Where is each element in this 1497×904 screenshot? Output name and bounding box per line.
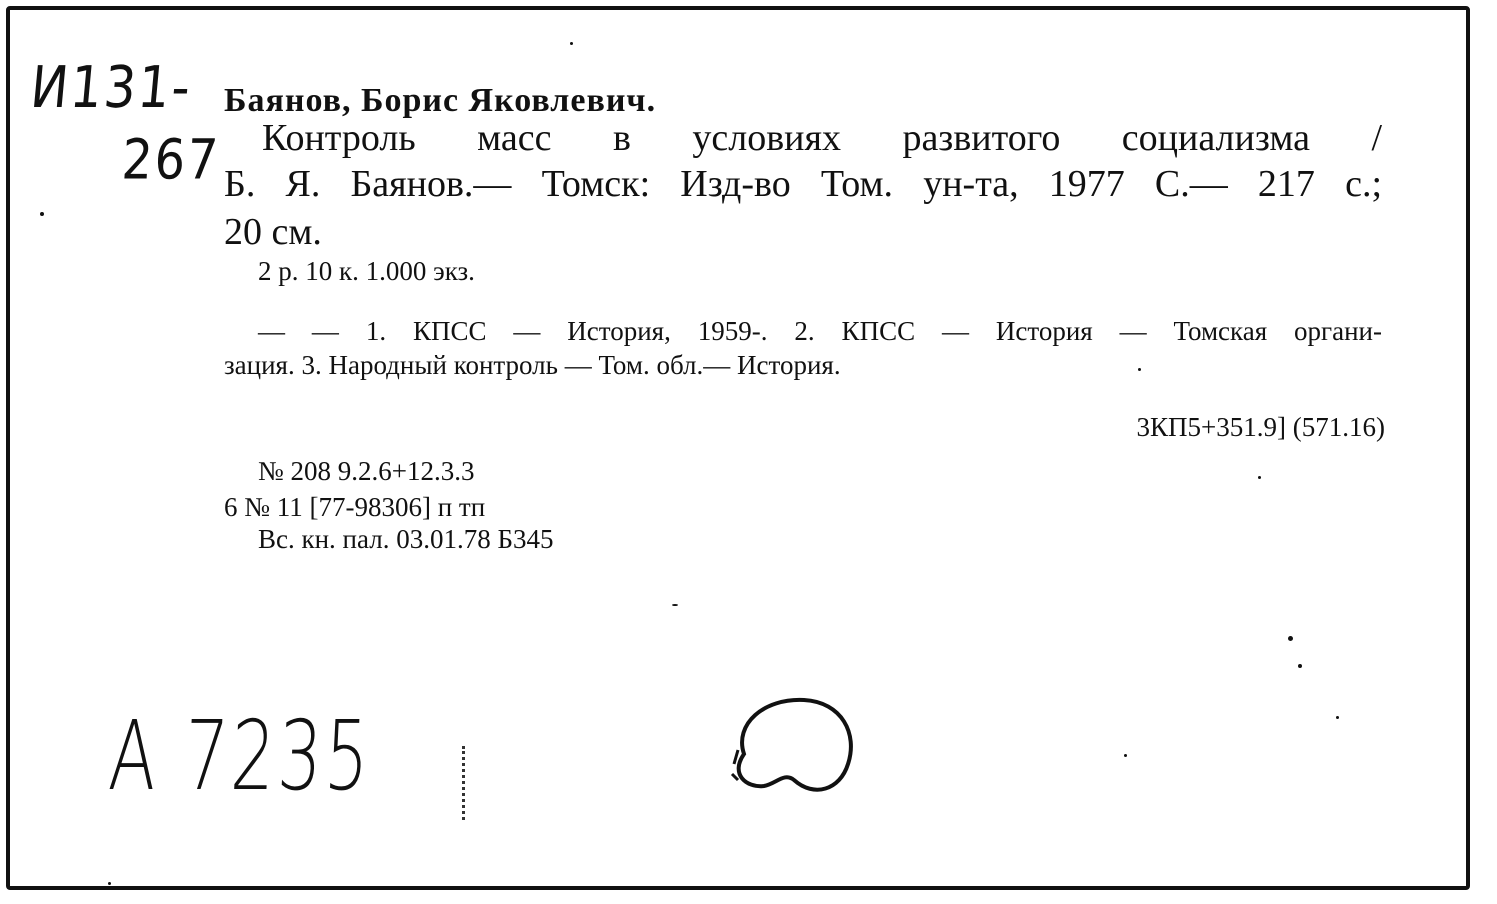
speck — [1288, 636, 1293, 641]
speck — [40, 212, 44, 216]
speck — [1138, 368, 1141, 371]
speck — [1258, 476, 1261, 479]
speck — [672, 604, 678, 606]
dotted-mark — [462, 746, 468, 820]
tech-line-2: 6 № 11 [77-98306] п тп — [224, 492, 486, 522]
speck — [1336, 716, 1339, 719]
subjects-line-2: зация. 3. Народный контроль — Том. обл.— История. — [224, 350, 841, 380]
title-line-1: Контроль масс в условиях развитого социализма / — [262, 117, 1382, 159]
speck — [570, 42, 573, 45]
author-heading: Баянов, Борис Яковлевич. — [224, 82, 657, 119]
inventory-number: А 7235 — [106, 700, 375, 812]
subjects-line-1: — — 1. КПСС — История, 1959-. 2. КПСС — История — Томская органи- — [258, 316, 1382, 346]
speck — [108, 882, 111, 885]
tech-line-3: Вс. кн. пал. 03.01.78 Б345 — [258, 524, 554, 554]
title-line-3: 20 см. — [224, 211, 322, 253]
shelf-mark-bottom: 267 — [120, 128, 222, 193]
shelf-mark-top: И131- — [27, 54, 195, 121]
price-edition: 2 р. 10 к. 1.000 экз. — [258, 256, 475, 286]
title-line-2: Б. Я. Баянов.— Томск: Изд-во Том. ун-та, 1977 С.— 217 с.; — [224, 163, 1382, 205]
classification-index: 3КП5+351.9] (571.16) — [1136, 412, 1385, 442]
speck — [1298, 664, 1302, 668]
speck — [1124, 754, 1127, 757]
tech-line-1: № 208 9.2.6+12.3.3 — [258, 456, 475, 486]
round-stamp-icon — [724, 694, 864, 814]
